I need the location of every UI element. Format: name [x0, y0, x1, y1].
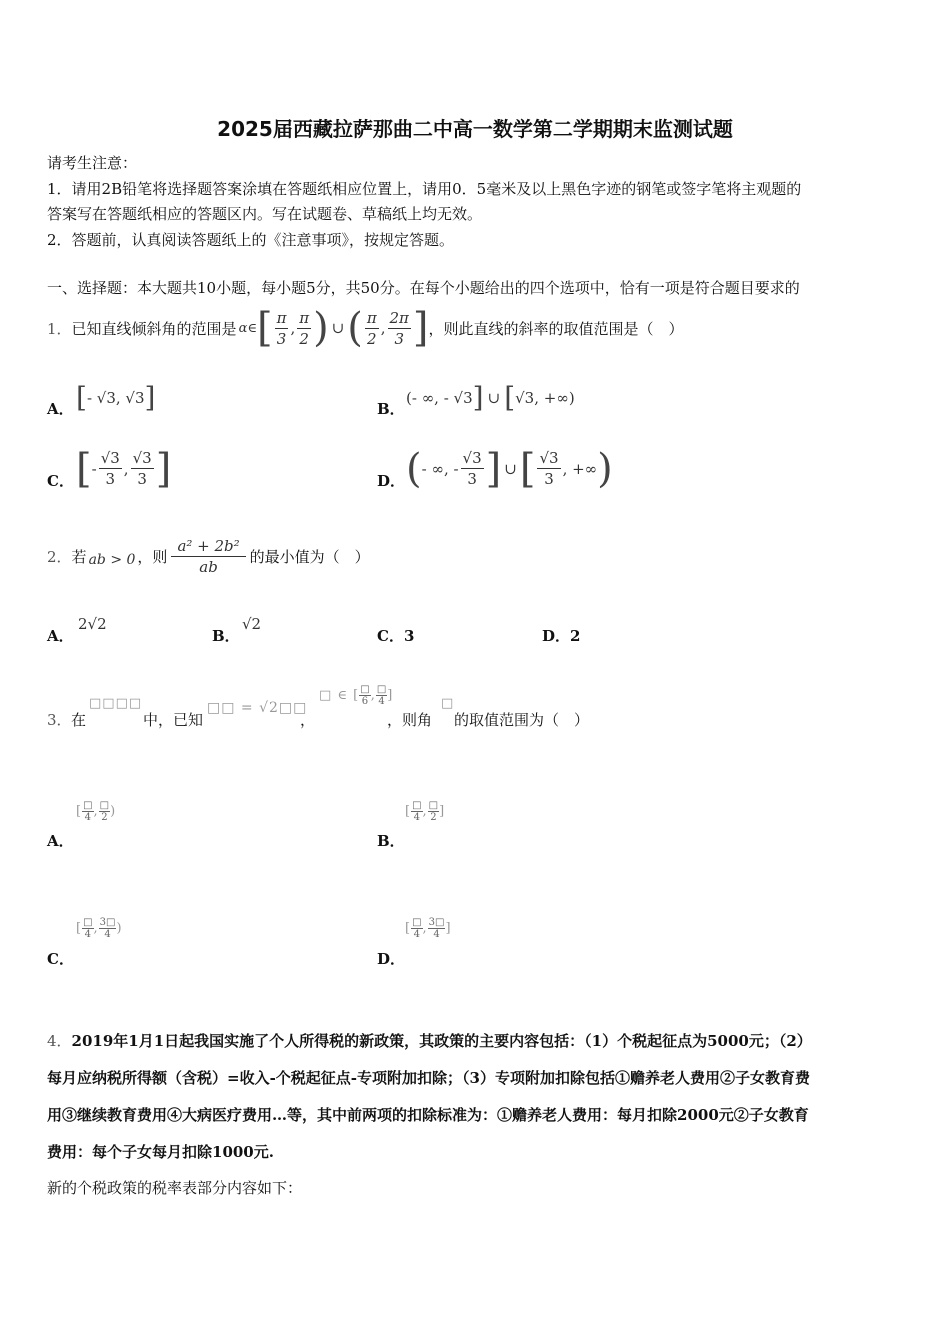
question-3-angle-glyph: □	[441, 696, 455, 711]
question-2-suffix: 的最小值为（ ）	[249, 547, 370, 566]
question-3-triangle-glyph: □□□□	[89, 696, 143, 711]
q3-option-b-math: [ $\frac{□}{4}$ , $\frac{□}{2}$ ]	[405, 800, 446, 823]
question-2-fraction: $\frac{\text{a² + 2b²}}{ab}$	[171, 536, 245, 577]
question-1-number: 1．	[47, 319, 72, 338]
notice-line-1: 1．请用2B铅笔将选择题答案涂填在答题纸相应位置上，请用0．5毫米及以上黑色字迹的钢笔或签字笔将主观题的	[47, 180, 802, 198]
question-4-line-2: 每月应纳税所得额（含税）=收入-个税起征点-专项附加扣除；（3）专项附加扣除包括①赡养老人费用②子女教育费	[47, 1069, 810, 1087]
pi-over-3: $\frac{\pi}{3}$	[276, 308, 287, 348]
right-paren: )	[313, 305, 329, 351]
q3-option-d-label[interactable]: D．	[377, 950, 406, 968]
notice-heading: 请考生注意：	[47, 154, 138, 172]
q1-option-b-label[interactable]: B．	[377, 400, 405, 418]
q2-option-b-value: √2	[242, 615, 262, 633]
notice-line-2: 答案写在答题纸相应的答题区内。写在试题卷、草稿纸上均无效。	[47, 205, 483, 223]
q2-option-a-value: 2√2	[78, 615, 107, 633]
q1-option-c-label[interactable]: C．	[47, 472, 74, 490]
question-3-number: 3．	[47, 711, 72, 729]
q2-option-c[interactable]: C．3	[377, 627, 415, 645]
q1-option-d-label[interactable]: D．	[377, 472, 406, 490]
left-bracket: [	[256, 305, 273, 351]
notice-line-3: 2．答题前，认真阅读答题纸上的《注意事项》，按规定答题。	[47, 231, 455, 249]
q1-option-a-label[interactable]: A．	[47, 400, 74, 418]
question-2	[47, 530, 370, 582]
two-pi-over-3: $\frac{2\pi}{3}$	[389, 308, 409, 348]
question-1-suffix: ，则此直线的斜率的取值范围是（ ）	[428, 319, 684, 338]
q3-option-a-math: [ $\frac{□}{4}$ , $\frac{□}{2}$ )	[76, 800, 117, 823]
pi-over-2: $\frac{\pi}{2}$	[299, 308, 310, 348]
question-4-line-1: 4．2019年1月1日起我国实施了个人所得税的新政策，其政策的主要内容包括：（1）个税起征点为5000元；（2）	[47, 1032, 812, 1050]
question-4-number: 4．	[47, 1032, 72, 1050]
question-4-line-3: 用③继续教育费用④大病医疗费用…等，其中前两项的扣除标准为：①赡养老人费用：每月扣除2000元②子女教育	[47, 1106, 809, 1124]
left-paren: (	[347, 305, 363, 351]
q3-option-a-label[interactable]: A．	[47, 832, 74, 850]
union-symbol: ∪	[331, 319, 345, 337]
question-3-prefix: 在	[71, 711, 87, 729]
q2-option-d[interactable]: D．2	[542, 627, 581, 645]
question-4-line-4: 费用：每个子女每月扣除1000元.	[47, 1143, 274, 1161]
section-heading: 一、选择题：本大题共10小题，每小题5分，共50分。在每个小题给出的四个选项中，恰有一项是符合题目要求的	[47, 279, 800, 297]
question-1-prefix: 已知直线倾斜角的范围是	[71, 319, 237, 338]
q2-option-b-label[interactable]: B．	[212, 627, 240, 645]
q1-option-a-math: [ - √3, √3 ]	[76, 381, 156, 414]
question-1: 1． 已知直线倾斜角的范围是 α∈ [ $\frac{\pi}{3}$ , $\frac{\pi}{2}$ ) ∪ ( $\frac{\pi}{2}$ , $\frac{2\pi}{3}$ ] ，则此直线的斜率的取值范围是（ ）	[47, 305, 684, 351]
question-3-mid-2: ，则角	[387, 711, 433, 729]
q1-option-d-math: ( - ∞, - $\frac{√3}{3}$ ] ∪ [ $\frac{√3}{3}$ , +∞ )	[406, 445, 613, 492]
page-title: 2025届西藏拉萨那曲二中高一数学第二学期期末监测试题	[217, 117, 733, 141]
question-2-mid: ，则	[137, 547, 168, 566]
q2-option-a-label[interactable]: A．	[47, 627, 74, 645]
question-2-number: 2．	[47, 547, 72, 566]
question-3-comma: ，	[300, 711, 316, 729]
q3-option-b-label[interactable]: B．	[377, 832, 405, 850]
question-3-equation: □□ = √2□□	[207, 700, 308, 716]
question-3-mid-1: 中，已知	[143, 711, 204, 729]
q3-option-c-label[interactable]: C．	[47, 950, 74, 968]
q1-option-c-math: [ - $\frac{√3}{3}$ , $\frac{√3}{3}$ ]	[76, 445, 172, 492]
right-bracket: ]	[412, 305, 429, 351]
pi-over-2-b: $\frac{\pi}{2}$	[366, 308, 377, 348]
q3-option-c-math: [ $\frac{□}{4}$ , $\frac{3□}{4}$ )	[76, 917, 123, 940]
question-1-alpha: α∈	[238, 320, 257, 336]
question-2-prefix: 若	[71, 547, 87, 566]
question-2-condition: ab > 0	[88, 552, 136, 568]
q3-option-d-math: [ $\frac{□}{4}$ , $\frac{3□}{4}$ ]	[405, 917, 452, 940]
question-4-line-5: 新的个税政策的税率表部分内容如下：	[47, 1179, 303, 1197]
q1-option-b-math: (- ∞, - √3 ] ∪ [ √3, +∞)	[406, 381, 575, 414]
question-3-suffix: 的取值范围为（ ）	[454, 711, 590, 729]
question-3-range: □ ∈ [ $\frac{□}{6}$ , $\frac{□}{4}$ ]	[319, 684, 394, 707]
